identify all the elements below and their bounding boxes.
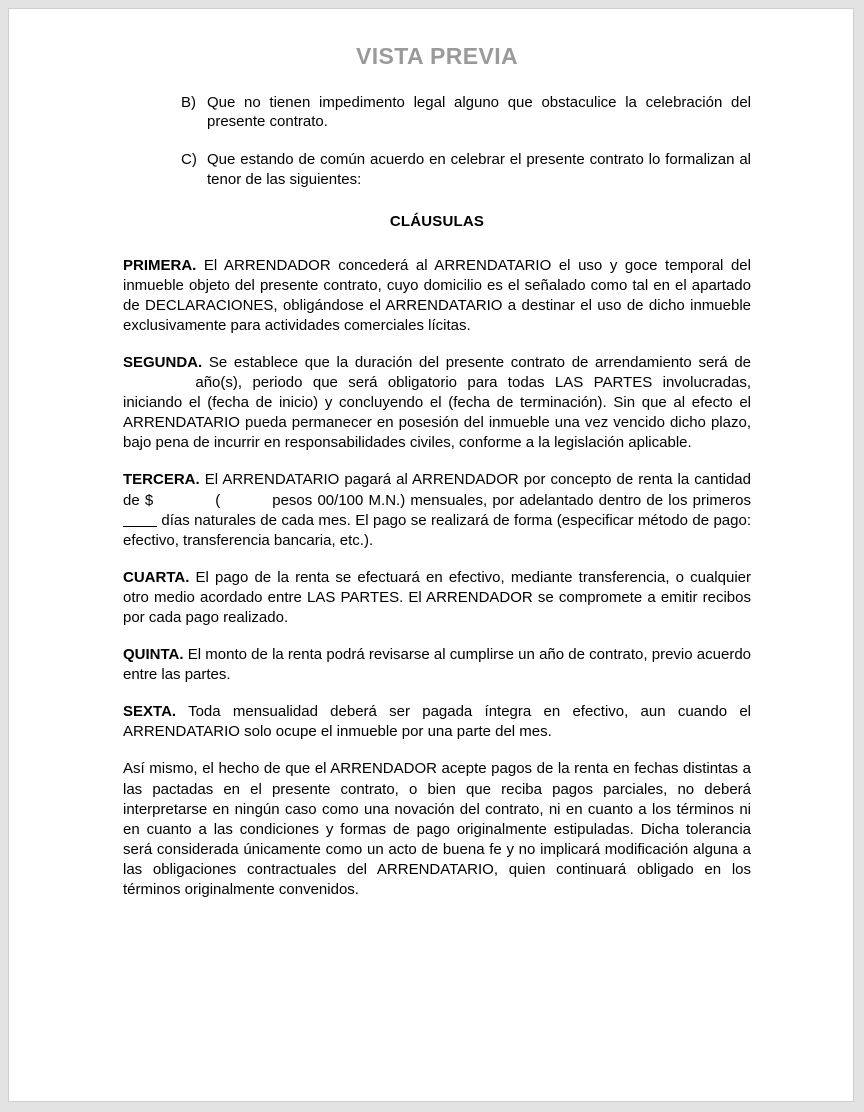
- clause-text-tercera-seg4: días naturales de cada mes. El pago se realizará de forma (especificar método de pago: efectivo, transferencia bancaria, etc.).: [123, 511, 751, 549]
- clause-label-sexta: SEXTA.: [123, 703, 177, 721]
- clause-text-cuarta: El pago de la renta se efectuará en efectivo, mediante transferencia, o cualquier otro medio acordado entre LAS PARTES. El ARRENDADOR se compromete a emitir recibos por cada pago realizado.: [123, 568, 751, 626]
- clause-label-cuarta: CUARTA.: [123, 568, 190, 586]
- clause-segunda: [123, 353, 751, 453]
- declaration-text-b: Que no tienen impedimento legal alguno que obstaculice la celebración del presente contrato.: [207, 93, 751, 131]
- closing-paragraph: Así mismo, el hecho de que el ARRENDADOR acepte pagos de la renta en fechas distintas a las pactadas en el presente contrato, o bien que reciba pagos parciales, no deberá interpretarse en ningún caso como una novación del contrato, ni en cuanto a los términos ni en cuanto a las condiciones y formas de pago originalmente estipuladas. Dicha tolerancia será considerada únicamente como un acto de buena fe y no implicará modificación alguna a las obligaciones contractuales del ARRENDATARIO, quien continuará obligado en los términos originalmente convenidos.: [123, 760, 751, 899]
- clause-label-segunda: SEGUNDA.: [123, 353, 203, 371]
- declaration-marker-c: C): [181, 151, 197, 169]
- document-content: [123, 43, 751, 900]
- clause-text-segunda-before-blank: Se establece que la duración del presente contrato de arrendamiento será de: [202, 353, 751, 371]
- clause-text-tercera-seg1: El ARRENDATARIO pagará al ARRENDADOR por concepto de renta la cantidad de $: [123, 471, 751, 509]
- clause-text-sexta: Toda mensualidad deberá ser pagada íntegra en efectivo, aun cuando el ARRENDATARIO solo ocupe el inmueble por una parte del mes.: [123, 703, 751, 741]
- declaration-item-b: [123, 93, 751, 133]
- declaration-text-c: Que estando de común acuerdo en celebrar el presente contrato lo formalizan al tenor de las siguientes:: [207, 151, 751, 188]
- clause-primera: [123, 256, 751, 336]
- clause-label-quinta: QUINTA.: [123, 646, 184, 664]
- clause-label-tercera: TERCERA.: [123, 471, 200, 489]
- declaration-marker-b: B): [181, 93, 196, 111]
- clause-label-primera: PRIMERA.: [123, 256, 197, 274]
- clause-quinta: [123, 645, 751, 685]
- clauses-section-heading: CLÁUSULAS: [389, 212, 485, 230]
- payment-days-blank[interactable]: [123, 526, 157, 527]
- clause-text-tercera-seg2: (: [215, 491, 221, 509]
- clause-cuarta: [123, 568, 751, 628]
- declaration-item-c: [123, 150, 751, 190]
- clause-tercera: [123, 470, 751, 550]
- document-page: [8, 8, 854, 1102]
- clause-text-primera: El ARRENDADOR concederá al ARRENDATARIO el uso y goce temporal del inmueble objeto del presente contrato, cuyo domicilio es el señalado como tal en el apartado de DECLARACIONES, obligándose el ARRENDATARIO a destinar el uso de dicho inmueble exclusivamente para actividades comerciales lícitas.: [123, 256, 751, 334]
- clause-text-quinta: El monto de la renta podrá revisarse al cumplirse un año de contrato, previo acuerdo entre las partes.: [123, 646, 751, 684]
- clause-text-segunda-after-blank: año(s), periodo que será obligatorio para todas LAS PARTES involucradas, iniciando el (fecha de inicio) y concluyendo el (fecha de terminación). Sin que al efecto el ARRENDATARIO pueda permanecer en posesión del inmueble una vez vencido dicho plazo, bajo pena de incurrir en responsabilidades civiles, conforme a la legislación aplicable.: [123, 374, 751, 452]
- clause-sexta: [123, 702, 751, 742]
- preview-watermark-heading: VISTA PREVIA: [356, 43, 518, 69]
- clause-text-tercera-seg3: pesos 00/100 M.N.) mensuales, por adelantado dentro de los primeros: [272, 491, 751, 509]
- declarations-list: [123, 93, 751, 190]
